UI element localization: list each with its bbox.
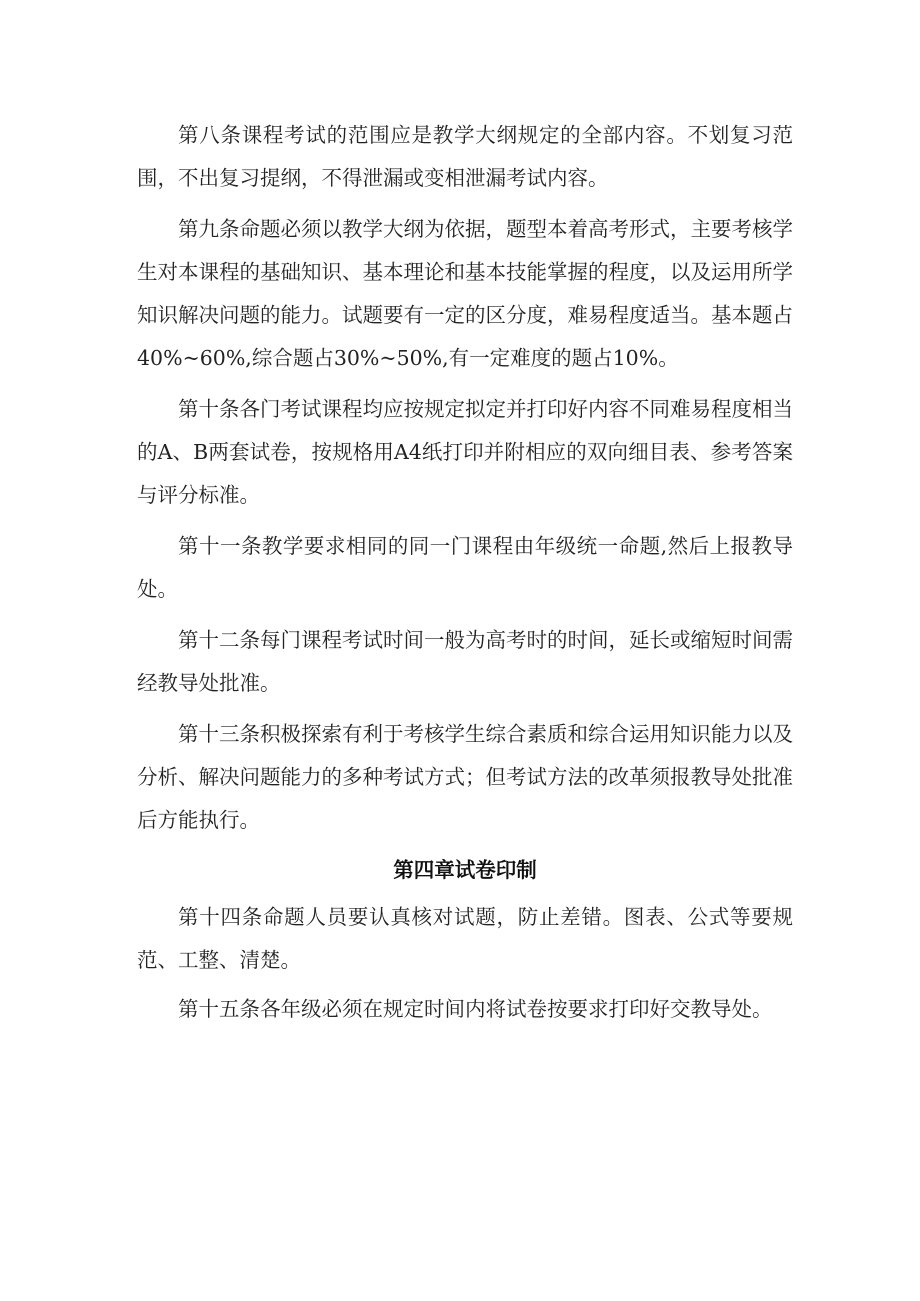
article-10-paragraph: 第十条各门考试课程均应按规定拟定并打印好内容不同难易程度相当的A、B两套试卷，按规格用A4纸打印并附相应的双向细目表、参考答案与评分标准。 (137, 397, 793, 507)
article-12-paragraph: 第十二条每门课程考试时间一般为高考时的时间，延长或缩短时间需经教导处批准。 (137, 628, 793, 695)
article-15-paragraph: 第十五条各年级必须在规定时间内将试卷按要求打印好交教导处。 (178, 997, 773, 1021)
article-13-paragraph: 第十三条积极探索有利于考核学生综合素质和综合运用知识能力以及分析、解决问题能力的多种考试方式；但考试方法的改革须报教导处批准后方能执行。 (137, 722, 793, 832)
chapter-heading: 第四章试卷印制 (393, 858, 537, 882)
article-9-paragraph: 第九条命题必须以教学大纲为依据，题型本着高考形式，主要考核学生对本课程的基础知识、基本理论和基本技能掌握的程度，以及运用所学知识解决问题的能力。试题要有一定的区分度，难易程度适当。基本题占40%~60%,综合题占30%~50%,有一定难度的题占10%。 (137, 217, 793, 370)
article-8-paragraph: 第八条课程考试的范围应是教学大纲规定的全部内容。不划复习范围，不出复习提纲，不得泄漏或变相泄漏考试内容。 (137, 123, 793, 190)
article-14-paragraph: 第十四条命题人员要认真核对试题，防止差错。图表、公式等要规范、工整、清楚。 (137, 905, 793, 972)
article-11-paragraph: 第十一条教学要求相同的同一门课程由年级统一命题,然后上报教导处。 (137, 534, 793, 601)
document-body (137, 114, 793, 1036)
